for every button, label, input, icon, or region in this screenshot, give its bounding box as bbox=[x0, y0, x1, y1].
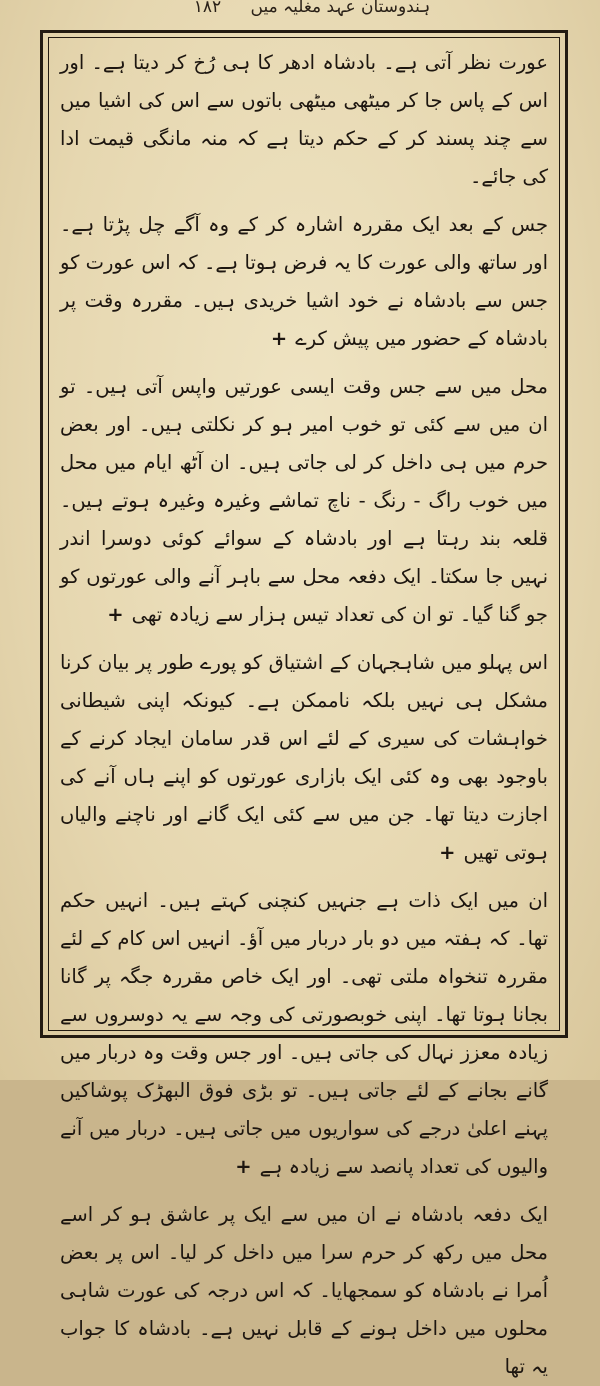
paragraph-text: جس کے بعد ایک مقررہ اشارہ کر کے وہ آگے چل پڑتا ہے۔ اور ساتھ والی عورت کا یہ فرض ہوتا ہے۔ کہ اس عورت کو جس سے بادشاہ نے خود اشیا خریدی ہیں۔ مقررہ وقت پر بادشاہ کے حضور میں پیش کرے bbox=[60, 213, 548, 350]
paragraph-end-mark: + bbox=[270, 327, 288, 350]
paragraph bbox=[60, 882, 548, 1186]
paragraph-end-mark: + bbox=[235, 1155, 252, 1178]
paragraph bbox=[60, 368, 548, 634]
body-text bbox=[60, 44, 548, 1378]
paragraph-text: عورت نظر آتی ہے۔ بادشاہ ادھر کا ہی رُخ کر دیتا ہے۔ اور اس کے پاس جا کر میٹھی میٹھی باتوں سے اس کی اشیا میں سے چند پسند کر کے حکم دیتا ہے کہ منہ مانگی قیمت ادا کی جائے۔ bbox=[60, 51, 548, 188]
paragraph bbox=[60, 206, 548, 358]
page-number: ۱۸۲ bbox=[193, 0, 222, 17]
paragraph bbox=[60, 644, 548, 872]
paragraph-text: محل میں سے جس وقت ایسی عورتیں واپس آتی ہیں۔ تو ان میں سے کئی تو خوب امیر ہو کر نکلتی ہیں۔ اور بعض حرم میں ہی داخل کر لی جاتی ہیں۔ ان آٹھ ایام میں محل میں خوب راگ - رنگ - ناچ تماشے وغیرہ وغیرہ ہوتے ہیں۔ قلعہ بند رہتا ہے اور بادشاہ کے سوائے کوئی دوسرا اندر نہیں جا سکتا۔ ایک دفعہ محل سے باہر آنے والی عورتوں کو جو گنا گیا۔ تو ان کی تعداد تیس ہزار سے زیادہ تھی bbox=[60, 375, 548, 626]
paragraph-text: اس پہلو میں شاہجہان کے اشتیاق کو پورے طور پر بیان کرنا مشکل ہی نہیں بلکہ ناممکن ہے۔ کیونکہ اپنی شیطانی خواہشات کی سیری کے لئے اس قدر سامان ایجاد کرنے کے باوجود بھی وہ کئی ایک بازاری عورتوں کو اپنے ہاں آنے کی اجازت دیتا تھا۔ جن میں سے کئی ایک گانے اور ناچنے والیاں ہوتی تھیں bbox=[60, 651, 548, 864]
running-title: ہندوستان عہد مغلیہ میں bbox=[250, 0, 431, 17]
paragraph bbox=[60, 44, 548, 196]
paragraph bbox=[60, 1196, 548, 1386]
paragraph-end-mark: + bbox=[439, 841, 456, 864]
page-header bbox=[0, 0, 600, 22]
paragraph-end-mark: + bbox=[107, 603, 124, 626]
paragraph-text: ان میں ایک ذات ہے جنہیں کنچنی کہتے ہیں۔ انہیں حکم تھا۔ کہ ہفتہ میں دو بار دربار میں آؤ۔ انہیں اس کام کے لئے مقررہ تنخواہ ملتی تھی۔ اور ایک خاص مقررہ جگہ پر گانا بجانا ہوتا تھا۔ اپنی خوبصورتی کی وجہ سے یہ دوسروں سے زیادہ معزز نہال کی جاتی ہیں۔ اور جس وقت وہ دربار میں گانے بجانے کے لئے جاتی ہیں۔ تو بڑی فوق البھڑک پوشاکیں پہنے اعلیٰ درجے کی سواریوں میں جاتی ہیں۔ دربار میں آنے والیوں کی تعداد پانصد سے زیادہ ہے bbox=[60, 889, 548, 1178]
paragraph-text: ایک دفعہ بادشاہ نے ان میں سے ایک پر عاشق ہو کر اسے محل میں رکھ کر حرم سرا میں داخل کر لیا۔ اس پر بعض اُمرا نے بادشاہ کو سمجھایا۔ کہ اس درجہ کی عورت شاہی محلوں میں داخل ہونے کے قابل نہیں ہے۔ بادشاہ کا جواب یہ تھا bbox=[60, 1203, 548, 1378]
